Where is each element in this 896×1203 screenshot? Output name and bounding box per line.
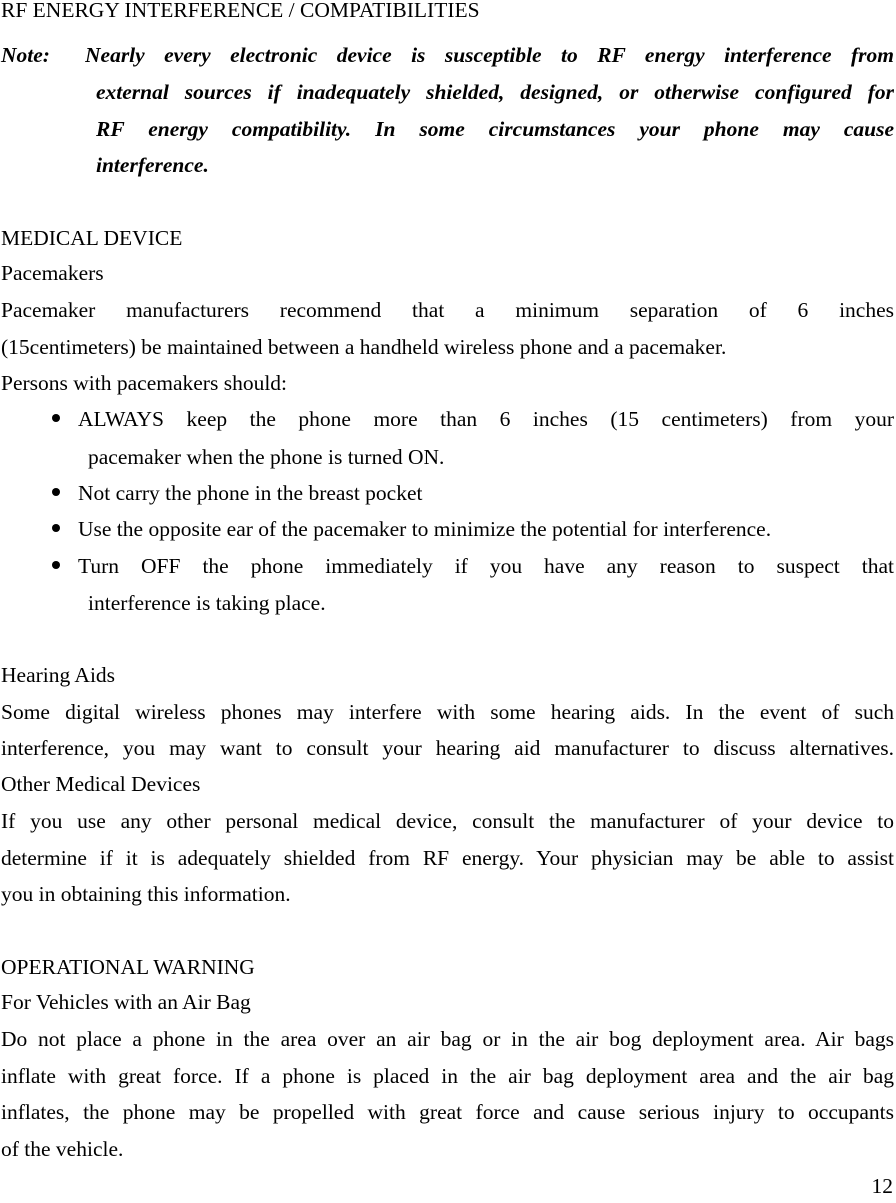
subheading-other-medical-devices: Other Medical Devices [1,772,201,796]
subheading-pacemakers: Pacemakers [1,261,104,285]
note-label: Note: [1,43,50,67]
note-line: Nearly every electronic device is susceptible to RF energy interference from [85,45,894,67]
note-line: external sources if inadequately shielded, designed, or otherwise configured for [96,82,894,104]
bullet-icon [52,488,60,496]
section-heading-operational-warning: OPERATIONAL WARNING [1,955,255,979]
paragraph-line: you in obtaining this information. [1,882,291,906]
paragraph-line: Some digital wireless phones may interfere with some hearing aids. In the event of such [1,702,894,724]
subheading-air-bag: For Vehicles with an Air Bag [1,990,251,1014]
list-item-continuation: interference is taking place. [88,591,326,615]
subheading-hearing-aids: Hearing Aids [1,663,116,687]
pacemaker-intro: Persons with pacemakers should: [1,371,288,395]
bullet-icon [52,561,60,569]
list-item: Use the opposite ear of the pacemaker to minimize the potential for interference. [78,517,772,541]
paragraph-line: inflate with great force. If a phone is placed in the air bag deployment area and the air bag [1,1066,894,1088]
paragraph-line: interference, you may want to consult your hearing aid manufacturer to discuss alternatives. [1,738,894,760]
list-item: Not carry the phone in the breast pocket [78,481,423,505]
bullet-icon [52,414,60,422]
paragraph-line: (15centimeters) be maintained between a handheld wireless phone and a pacemaker. [1,335,727,359]
list-item-continuation: pacemaker when the phone is turned ON. [88,445,445,469]
paragraph-line: Do not place a phone in the area over an air bag or in the air bog deployment area. Air bags [1,1029,894,1051]
paragraph-line: determine if it is adequately shielded from RF energy. Your physician may be able to assist [1,848,894,870]
paragraph-line: Pacemaker manufacturers recommend that a minimum separation of 6 inches [1,300,894,322]
bullet-icon [52,524,60,532]
list-item: Turn OFF the phone immediately if you have any reason to suspect that [78,556,894,578]
section-heading-medical-device: MEDICAL DEVICE [1,226,183,250]
page-number: 12 [871,1174,893,1198]
paragraph-line: of the vehicle. [1,1137,124,1161]
note-line: interference. [96,153,209,177]
paragraph-line: inflates, the phone may be propelled with great force and cause serious injury to occupants [1,1102,894,1124]
page-title: RF ENERGY INTERFERENCE / COMPATIBILITIES [1,0,480,22]
list-item: ALWAYS keep the phone more than 6 inches (15 centimeters) from your [78,409,894,431]
note-line: RF energy compatibility. In some circumstances your phone may cause [96,119,894,141]
paragraph-line: If you use any other personal medical device, consult the manufacturer of your device to [1,811,894,833]
